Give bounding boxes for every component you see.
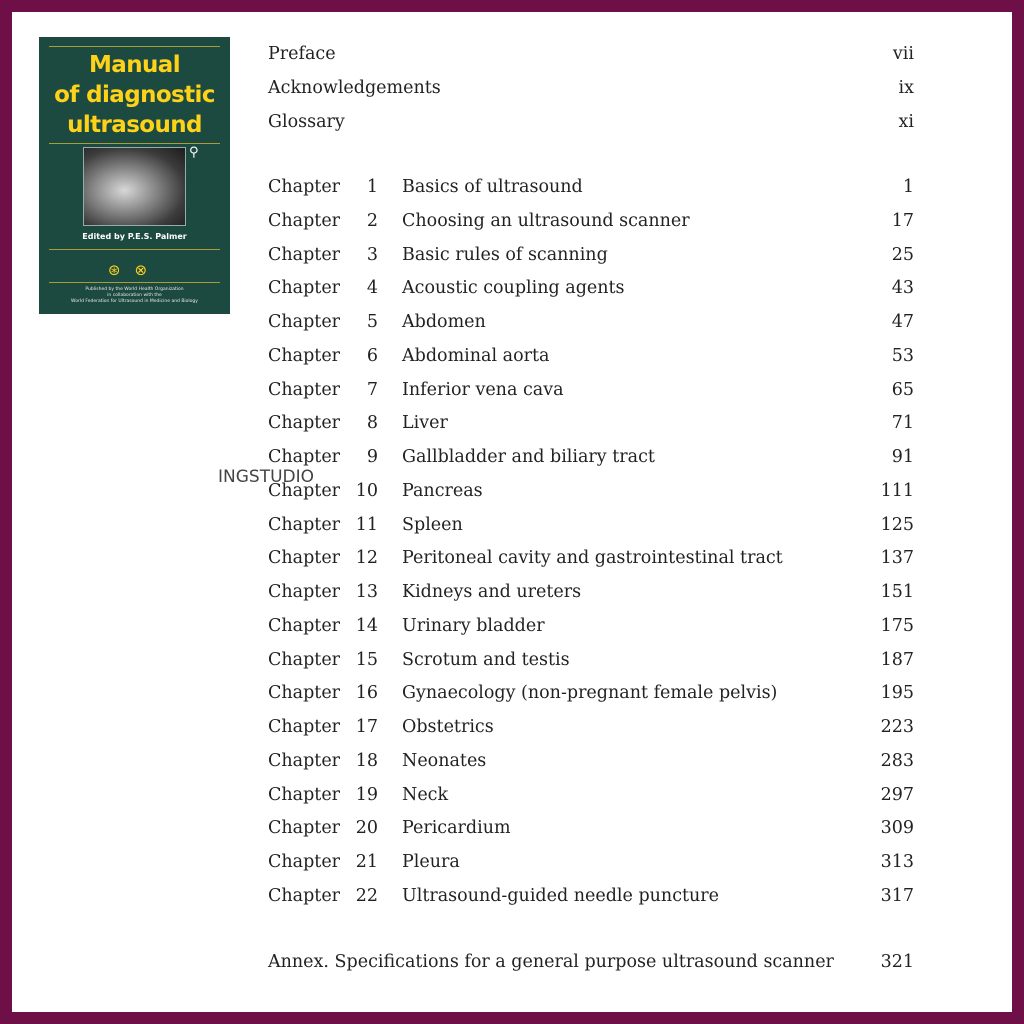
- toc-chapter-row[interactable]: [268, 847, 914, 877]
- toc-chapter-row[interactable]: [268, 645, 914, 675]
- cover-title-line: ultrasound: [67, 112, 202, 138]
- page-number: 137: [880, 548, 914, 569]
- chapter-title: Spleen: [402, 514, 463, 535]
- chapter-title: Choosing an ultrasound scanner: [402, 210, 690, 231]
- chapter-word: Chapter: [268, 615, 341, 636]
- toc-chapter-row[interactable]: [268, 881, 914, 911]
- toc-chapter-row[interactable]: [268, 476, 914, 506]
- cover-publisher: [53, 287, 216, 305]
- chapter-title: Ultrasound-guided needle puncture: [402, 885, 720, 906]
- page-frame: [12, 12, 1012, 1012]
- chapter-title: Acoustic coupling agents: [402, 278, 625, 299]
- chapter-word: Chapter: [268, 210, 341, 231]
- chapter-number: 4: [366, 278, 378, 299]
- toc-chapter-row[interactable]: [268, 273, 914, 303]
- toc-annex-row[interactable]: [268, 947, 914, 977]
- front-matter-label: Acknowledgements: [268, 78, 441, 98]
- book-cover: [39, 37, 230, 314]
- chapter-number: 5: [366, 312, 378, 332]
- front-matter-label: Preface: [268, 44, 336, 64]
- page-number: 125: [880, 514, 914, 535]
- chapter-word: Chapter: [268, 649, 341, 670]
- chapter-number: 22: [355, 885, 378, 906]
- cover-rule: [49, 143, 220, 144]
- page-number: 91: [891, 447, 914, 467]
- chapter-number: 11: [355, 514, 378, 535]
- toc-chapter-row[interactable]: [268, 577, 914, 607]
- toc-front-matter-row[interactable]: [268, 39, 914, 69]
- chapter-title: Neck: [402, 784, 449, 805]
- chapter-word: Chapter: [268, 379, 341, 400]
- page-number: 195: [880, 683, 914, 704]
- toc-chapter-row[interactable]: [268, 543, 914, 573]
- publisher-line: in collaboration with the: [107, 293, 162, 298]
- chapter-number: 17: [355, 717, 378, 737]
- page-number: ix: [898, 78, 914, 98]
- page-number: 187: [880, 649, 914, 670]
- chapter-title: Obstetrics: [402, 717, 494, 737]
- toc-chapter-row[interactable]: [268, 678, 914, 708]
- chapter-title: Liver: [402, 413, 448, 434]
- toc-chapter-row[interactable]: [268, 408, 914, 438]
- cover-title-line: Manual: [89, 52, 180, 78]
- probe-icon: ⚲: [189, 145, 199, 160]
- page-number: 47: [891, 312, 914, 332]
- page-number: 309: [880, 818, 914, 839]
- cover-title-line: of diagnostic: [54, 82, 215, 108]
- chapter-title: Abdominal aorta: [402, 345, 550, 366]
- chapter-number: 13: [355, 582, 378, 602]
- chapter-number: 3: [366, 244, 378, 265]
- chapter-title: Abdomen: [402, 312, 486, 332]
- chapter-title: Gallbladder and biliary tract: [402, 447, 655, 467]
- cover-editor: Edited by P.E.S. Palmer: [82, 232, 187, 241]
- chapter-word: Chapter: [268, 852, 341, 872]
- toc-chapter-row[interactable]: [268, 442, 914, 472]
- toc-chapter-row[interactable]: [268, 780, 914, 810]
- chapter-title: Pancreas: [402, 480, 483, 501]
- wfumb-emblem-icon: ⊗: [134, 261, 162, 279]
- page-number: 111: [880, 480, 914, 501]
- chapter-number: 10: [355, 480, 378, 501]
- chapter-word: Chapter: [268, 413, 341, 434]
- page-number: vii: [892, 44, 914, 64]
- chapter-title: Scrotum and testis: [402, 649, 570, 670]
- page-number: xi: [898, 112, 914, 132]
- chapter-word: Chapter: [268, 177, 341, 197]
- chapter-word: Chapter: [268, 447, 341, 467]
- emblems: [39, 261, 230, 279]
- cover-rule: [49, 249, 220, 250]
- page-number: 53: [891, 345, 914, 366]
- cover-rule: [49, 46, 220, 47]
- chapter-title: Pleura: [402, 852, 460, 872]
- chapter-word: Chapter: [268, 750, 341, 771]
- chapter-title: Inferior vena cava: [402, 379, 564, 400]
- chapter-number: 6: [366, 345, 378, 366]
- page-number: 25: [891, 244, 914, 265]
- chapter-word: Chapter: [268, 514, 341, 535]
- chapter-title: Basic rules of scanning: [402, 244, 608, 265]
- chapter-title: Gynaecology (non-pregnant female pelvis): [402, 683, 778, 704]
- chapter-word: Chapter: [268, 582, 341, 602]
- toc-chapter-row[interactable]: [268, 307, 914, 337]
- page-number: 283: [880, 750, 914, 771]
- who-emblem-icon: ⊛: [107, 261, 135, 279]
- page-number: 223: [880, 717, 914, 737]
- chapter-number: 14: [355, 615, 378, 636]
- toc-front-matter-row[interactable]: [268, 73, 914, 103]
- toc-chapter-row[interactable]: [268, 813, 914, 843]
- chapter-title: Urinary bladder: [402, 615, 545, 636]
- front-matter-label: Glossary: [268, 112, 345, 132]
- page-number: 313: [880, 852, 914, 872]
- toc-chapter-row[interactable]: [268, 712, 914, 742]
- chapter-number: 12: [355, 548, 378, 569]
- chapter-number: 9: [366, 447, 378, 467]
- cover-title: [45, 50, 224, 140]
- page-number: 1: [902, 177, 914, 197]
- chapter-word: Chapter: [268, 818, 341, 839]
- toc-chapter-row[interactable]: [268, 510, 914, 540]
- page-number: 321: [880, 952, 914, 972]
- toc-chapter-row[interactable]: [268, 172, 914, 202]
- ultrasound-scan-image: [83, 147, 186, 226]
- page-number: 175: [880, 615, 914, 636]
- chapter-title: Peritoneal cavity and gastrointestinal tract: [402, 548, 783, 569]
- chapter-number: 21: [355, 852, 378, 872]
- chapter-number: 19: [355, 784, 378, 805]
- chapter-word: Chapter: [268, 885, 341, 906]
- page-number: 151: [880, 582, 914, 602]
- chapter-word: Chapter: [268, 784, 341, 805]
- toc-chapter-row[interactable]: [268, 375, 914, 405]
- publisher-line: Published by the World Health Organization: [85, 287, 184, 292]
- page-number: 317: [880, 885, 914, 906]
- toc-chapter-row[interactable]: [268, 746, 914, 776]
- chapter-word: Chapter: [268, 480, 341, 501]
- page-number: 71: [891, 413, 914, 434]
- page-number: 43: [891, 278, 914, 299]
- chapter-word: Chapter: [268, 345, 341, 366]
- toc-front-matter-row[interactable]: [268, 107, 914, 137]
- annex-label: Annex. Specifications for a general purpose ultrasound scanner: [268, 952, 834, 972]
- publisher-line: World Federation for Ultrasound in Medicine and Biology: [71, 299, 198, 304]
- toc-chapter-row[interactable]: [268, 206, 914, 236]
- chapter-word: Chapter: [268, 244, 341, 265]
- chapter-title: Neonates: [402, 750, 487, 771]
- chapter-word: Chapter: [268, 278, 341, 299]
- chapter-word: Chapter: [268, 717, 341, 737]
- chapter-title: Pericardium: [402, 818, 511, 839]
- chapter-number: 18: [355, 750, 378, 771]
- chapter-number: 2: [366, 210, 378, 231]
- toc-chapter-row[interactable]: [268, 240, 914, 270]
- page-number: 17: [891, 210, 914, 231]
- toc-chapter-row[interactable]: [268, 341, 914, 371]
- page-number: 297: [880, 784, 914, 805]
- chapter-number: 7: [366, 379, 378, 400]
- chapter-number: 8: [366, 413, 378, 434]
- chapter-title: Basics of ultrasound: [402, 177, 583, 197]
- chapter-word: Chapter: [268, 548, 341, 569]
- cover-rule: [49, 282, 220, 283]
- chapter-word: Chapter: [268, 683, 341, 704]
- chapter-number: 15: [355, 649, 378, 670]
- chapter-number: 1: [366, 177, 378, 197]
- chapter-number: 20: [355, 818, 378, 839]
- toc-chapter-row[interactable]: [268, 611, 914, 641]
- watermark-text: INGSTUDIO: [218, 467, 315, 487]
- chapter-title: Kidneys and ureters: [402, 582, 582, 602]
- chapter-word: Chapter: [268, 312, 341, 332]
- chapter-number: 16: [355, 683, 378, 704]
- page-number: 65: [891, 379, 914, 400]
